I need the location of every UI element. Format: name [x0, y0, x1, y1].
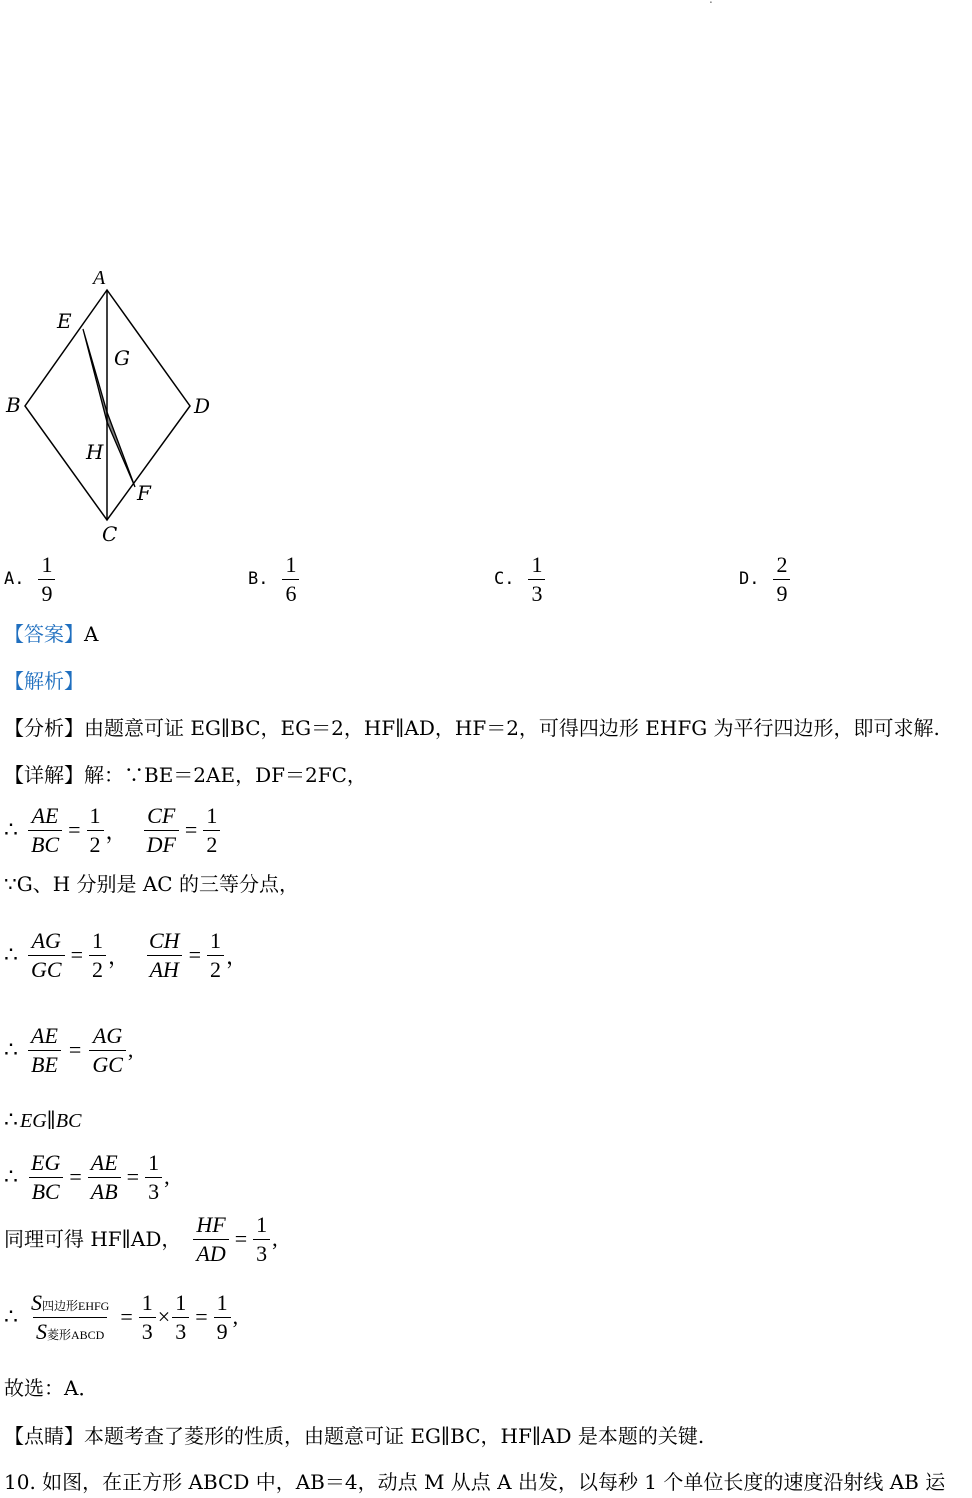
fenxi-line: 【分析】由题意可证 EG∥BC，EG＝2，HF∥AD，HF＝2，可得四边形 EHFG 为平行四边形，即可求解.: [4, 716, 940, 740]
dianjing-line: 【点睛】本题考查了菱形的性质，由题意可证 EG∥BC，HF∥AD 是本题的关键.: [4, 1424, 705, 1448]
step-7: 同理可得 HF∥AD， $\frac{HF}{AD}$ = $\frac{1}{3}$ ,: [4, 1211, 278, 1266]
step-5: ∴ EG∥BC: [4, 1108, 82, 1133]
analysis-tag: 【解析】: [4, 669, 84, 693]
option-b[interactable]: B. $\frac{1}{6}$: [248, 550, 301, 608]
conclusion: 故选：A．: [4, 1376, 99, 1400]
label-B: B: [6, 393, 21, 417]
option-c[interactable]: C. $\frac{1}{3}$: [494, 550, 547, 608]
step-1: ∴ $\frac{AE}{BC}$ = $\frac{1}{2}$ ， $\frac{CF}{DF}$ = $\frac{1}{2}$: [4, 800, 222, 860]
option-c-fraction: $\frac{1}{3}$: [528, 552, 545, 607]
option-d-fraction: $\frac{2}{9}$: [773, 552, 790, 607]
label-F: F: [137, 481, 151, 505]
label-A: A: [93, 267, 106, 289]
option-a[interactable]: A. $\frac{1}{9}$: [4, 550, 57, 608]
label-H: H: [86, 440, 104, 464]
option-b-fraction: $\frac{1}{6}$: [282, 552, 299, 607]
top-mark: [709, 0, 713, 6]
step-8: ∴ $\frac{\text{S四边形EHFG}}{\text{S菱形ABCD}}$ = $\frac{1}{3}$ × $\frac{1}{3}$ = $\frac{1}{9}$ ,: [4, 1289, 239, 1344]
step-3: ∴ $\frac{AG}{GC}$ = $\frac{1}{2}$ ， $\frac{CH}{AH}$ = $\frac{1}{2}$ ，: [4, 927, 248, 982]
option-d[interactable]: D. $\frac{2}{9}$: [739, 550, 792, 608]
rhombus-figure: [0, 262, 230, 547]
option-a-fraction: $\frac{1}{9}$: [38, 552, 55, 607]
label-G: G: [114, 346, 130, 370]
xiangjie-line: 【详解】解：∵BE＝2AE，DF＝2FC，: [4, 763, 367, 787]
answer-line: 【答案】A: [4, 622, 99, 646]
label-E: E: [57, 309, 72, 333]
next-question: 10. 如图，在正方形 ABCD 中，AB＝4，动点 M 从点 A 出发，以每秒 1 个单位长度的速度沿射线 AB 运: [4, 1470, 946, 1494]
step-4: ∴ $\frac{AE}{BE}$ = $\frac{AG}{GC}$ ,: [4, 1022, 134, 1077]
label-C: C: [102, 522, 118, 546]
step-6: ∴ $\frac{EG}{BC}$ = $\frac{AE}{AB}$ = $\frac{1}{3}$ ,: [4, 1149, 170, 1204]
label-D: D: [194, 394, 211, 418]
step-2: ∵G、H 分别是 AC 的三等分点，: [4, 872, 299, 896]
